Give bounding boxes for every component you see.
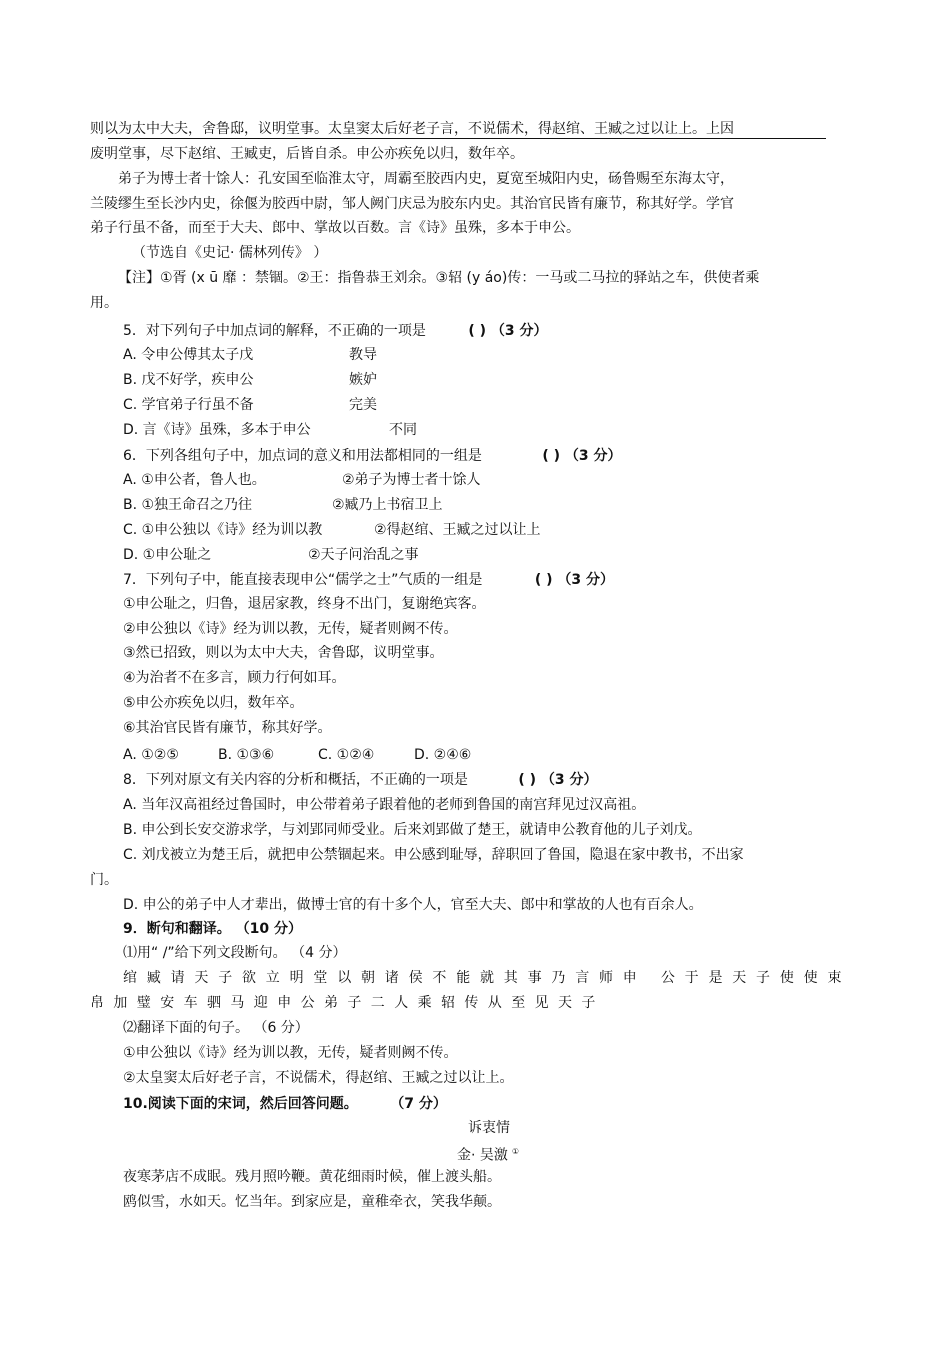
question-6-option-a2: ②弟子为博士者十馀人 [342,472,481,488]
question-5-option-c: C. 学官弟子行虽不备 [123,397,254,413]
passage-note: 【注】①胥 (x ū 靡 ：禁锢。②王：指鲁恭王刘余。③轺 (y áo)传：一马或二马拉的驿站之车，供使者乘 [118,270,760,286]
question-7-item: ⑤申公亦疾免以归，数年卒。 [123,695,304,711]
question-5-gloss-d: 不同 [389,422,417,438]
question-5-option-d: D. 言《诗》虽殊，多本于申公 [123,422,311,438]
question-7-item: ②申公独以《诗》经为训以教，无传，疑者则阙不传。 [123,621,458,637]
question-9-passage: 帛加璧安车驷马迎申公弟子二人乘轺传从至见天子 [90,995,605,1011]
question-8-option-b: B. 申公到长安交游求学，与刘郢同师受业。后来刘郢做了楚王，就请申公教育他的儿子刘戊。 [123,822,702,838]
question-7-item: ③然已招致，则以为太中大夫，舍鲁邸，议明堂事。 [123,645,444,661]
question-8-option-a: A. 当年汉高祖经过鲁国时，申公带着弟子跟着他的老师到鲁国的南宫拜见过汉高祖。 [123,797,646,813]
question-7-item: ④为治者不在多言，顾力行何如耳。 [123,670,346,686]
question-5-gloss-a: 教导 [349,347,377,363]
passage-note: 用。 [90,295,118,311]
question-10-stem: 10.阅读下面的宋词，然后回答问题。 （7 分） [123,1096,447,1112]
question-7-item: ①申公耻之，归鲁，退居家教，终身不出门，复谢绝宾客。 [123,596,486,612]
poem-line-1: 夜寒茅店不成眠。残月照吟鞭。黄花细雨时候，催上渡头船。 [123,1169,501,1185]
poem-author: 金· 吴激 ① [457,1147,520,1164]
question-7-choice-b: B. ①③⑥ [218,747,275,763]
underline-rule [108,138,826,139]
question-8-option-d: D. 申公的弟子中人才辈出，做博士官的有十多个人，官至大夫、郎中和掌故的人也有百余人。 [123,897,703,913]
question-9-sentence-2: ②太皇窦太后好老子言，不说儒术，得赵绾、王臧之过以让上。 [123,1070,514,1086]
question-7-choice-a: A. ①②⑤ [123,747,179,763]
question-9-sentence-1: ①申公独以《诗》经为训以教，无传，疑者则阙不传。 [123,1045,458,1061]
question-9-part-1: ⑴用“ /”给下列文段断句。 （4 分） [123,945,347,961]
question-6-option-b2: ②臧乃上书宿卫上 [332,497,443,513]
question-6-stem: 6．下列各组句子中，加点词的意义和用法都相同的一组是 ( ) （3 分） [123,448,622,464]
question-9-part-2: ⑵翻译下面的句子。 （6 分） [123,1020,309,1036]
question-5-gloss-b: 嫉妒 [349,372,377,388]
question-8-stem: 8．下列对原文有关内容的分析和概括，不正确的一项是 ( ) （3 分） [123,772,598,788]
question-5-option-a: A. 令申公傅其太子戊 [123,347,254,363]
question-9-passage: 绾臧请天子欲立明堂以朝诸侯不能就其事乃言师申 公于是天子使使束 [123,970,852,986]
passage-source: （节选自《史记· 儒林列传》 ） [132,245,328,261]
author-footnote-mark: ① [511,1147,520,1156]
passage-line: 则以为太中大夫，舍鲁邸，议明堂事。太皇窦太后好老子言，不说儒术，得赵绾、王臧之过以让上。上因 [90,121,734,137]
question-7-choice-c: C. ①②④ [318,747,375,763]
passage-line: 弟子行虽不备，而至于大夫、郎中、掌故以百数。言《诗》虽殊，多本于申公。 [90,220,580,236]
question-5-gloss-c: 完美 [349,397,377,413]
poem-title: 诉衷情 [468,1120,510,1136]
question-6-option-b1: B. ①独王命召之乃往 [123,497,253,513]
question-6-option-d1: D. ①申公耻之 [123,547,212,563]
question-7-item: ⑥其治官民皆有廉节，称其好学。 [123,720,332,736]
question-6-option-a1: A. ①申公者，鲁人也。 [123,472,266,488]
question-6-option-c1: C. ①申公独以《诗》经为训以教 [123,522,323,538]
question-7-choice-d: D. ②④⑥ [414,747,472,763]
passage-line: 兰陵缪生至长沙内史，徐偃为胶西中尉，邹人阙门庆忌为胶东内史。其治官民皆有廉节，称其好学。学官 [90,196,734,212]
passage-line: 废明堂事，尽下赵绾、王臧吏，后皆自杀。申公亦疾免以归，数年卒。 [90,146,524,162]
question-8-option-c-cont: 门。 [90,872,118,888]
question-6-option-c2: ②得赵绾、王臧之过以让上 [374,522,541,538]
question-9-stem: 9．断句和翻译。 （10 分） [123,921,302,937]
passage-line: 弟子为博士者十馀人：孔安国至临淮太守，周霸至胶西内史，夏宽至城阳内史，砀鲁赐至东海太守， [118,171,734,187]
question-5-stem: 5．对下列句子中加点词的解释，不正确的一项是 ( ) （3 分） [123,323,548,339]
question-8-option-c: C. 刘戊被立为楚王后，就把申公禁锢起来。申公感到耻辱，辞职回了鲁国，隐退在家中教书，不出家 [123,847,744,863]
question-6-option-d2: ②天子问治乱之事 [308,547,419,563]
poem-line-2: 鸥似雪，水如天。忆当年。到家应是，童稚牵衣，笑我华颠。 [123,1194,501,1210]
question-5-option-b: B. 戊不好学，疾申公 [123,372,254,388]
question-7-stem: 7．下列句子中，能直接表现申公“儒学之士”气质的一组是 ( ) （3 分） [123,572,615,588]
